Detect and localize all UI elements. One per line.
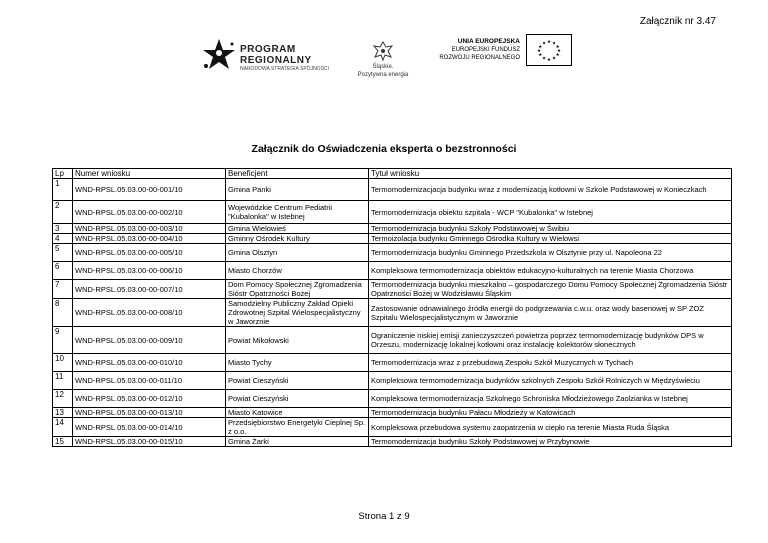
table-row bbox=[53, 327, 732, 354]
row-application-title: Kompleksowa przebudowa systemu zaopatrzenia w ciepło na terenie Miasta Ruda Śląska bbox=[369, 418, 732, 437]
eu-logo bbox=[430, 38, 580, 72]
page-number: Strona 1 z 9 bbox=[358, 511, 410, 522]
row-application-number: WND-RPSL.05.03.00-00-010/10 bbox=[73, 354, 226, 372]
row-beneficiary: Powiat Mikołowski bbox=[226, 327, 369, 354]
row-application-title: Termomodernizacjacja budynku wraz z modernizacją kotłowni w Szkole Podstawowej w Konieczkach bbox=[369, 179, 732, 201]
row-beneficiary: Wojewódzkie Centrum Pediatrii "Kubalonka" w Istebnej bbox=[226, 201, 369, 224]
row-beneficiary: Powiat Cieszyński bbox=[226, 390, 369, 408]
row-application-title: Ograniczenie niskiej emisji zanieczyszczeń powietrza poprzez termomodernizację budynków DPS w Orzeszu, modernizację lokalnej kotłowni oraz instalację kolektorów słonecznych bbox=[369, 327, 732, 354]
row-lp: 3 bbox=[53, 224, 73, 234]
row-lp: 13 bbox=[53, 408, 73, 418]
row-application-number: WND-RPSL.05.03.00-00-008/10 bbox=[73, 299, 226, 327]
svg-text:★: ★ bbox=[551, 41, 557, 47]
row-lp: 1 bbox=[53, 179, 73, 201]
table-row bbox=[53, 244, 732, 262]
applications-table bbox=[52, 168, 732, 447]
program-regionalny-logo bbox=[200, 38, 350, 72]
row-application-title: Zastosowanie odnawialnego źródła energii do podgrzewania c.w.u. oraz wody basenowej w SP ZOZ Szpitalu Wielospecjalistycznym w Jaworznie bbox=[369, 299, 732, 327]
row-lp: 5 bbox=[53, 244, 73, 262]
table-row bbox=[53, 354, 732, 372]
document-title: Załącznik do Oświadczenia eksperta o bezstronności bbox=[251, 143, 517, 155]
svg-text:★: ★ bbox=[546, 58, 552, 63]
row-beneficiary: Powiat Cieszyński bbox=[226, 372, 369, 390]
row-lp: 12 bbox=[53, 390, 73, 408]
row-beneficiary: Miasto Tychy bbox=[226, 354, 369, 372]
row-lp: 9 bbox=[53, 327, 73, 354]
table-row bbox=[53, 299, 732, 327]
row-application-title: Termomodernizacja budynku mieszkalno – gospodarczego Domu Pomocy Społecznej Zgromadzenia Sióstr Opatrzności Bożej w Wodzisławiu Śląskim bbox=[369, 280, 732, 299]
table-row bbox=[53, 262, 732, 280]
row-beneficiary: Miasto Katowice bbox=[226, 408, 369, 418]
slaskie-logo bbox=[348, 40, 418, 82]
table-row bbox=[53, 372, 732, 390]
table-row bbox=[53, 408, 732, 418]
row-lp: 15 bbox=[53, 437, 73, 447]
table-row bbox=[53, 418, 732, 437]
row-application-number: WND-RPSL.05.03.00-00-001/10 bbox=[73, 179, 226, 201]
row-beneficiary: Gminny Ośrodek Kultury bbox=[226, 234, 369, 244]
row-application-number: WND-RPSL.05.03.00-00-007/10 bbox=[73, 280, 226, 299]
table-row bbox=[53, 224, 732, 234]
attachment-number: Załącznik nr 3.47 bbox=[639, 16, 716, 27]
table-row bbox=[53, 280, 732, 299]
table-row bbox=[53, 390, 732, 408]
row-application-title: Kompleksowa termomodernizacja Szkolnego Schroniska Młodzieżowego Zaolzianka w Istebnej bbox=[369, 390, 732, 408]
row-lp: 2 bbox=[53, 201, 73, 224]
row-application-number: WND-RPSL.05.03.00-00-009/10 bbox=[73, 327, 226, 354]
row-application-title: Termomodernizacja budynku Gminnego Przedszkola w Olsztynie przy ul. Napoleona 22 bbox=[369, 244, 732, 262]
row-beneficiary: Gmina Panki bbox=[226, 179, 369, 201]
row-beneficiary: Gmina Wielowieś bbox=[226, 224, 369, 234]
svg-text:★: ★ bbox=[541, 41, 547, 47]
header-application-title: Tytuł wniosku bbox=[369, 169, 732, 179]
svg-text:★: ★ bbox=[551, 56, 557, 62]
row-application-title: Termomodernizacja obiektu szpitala - WCP "Kubalonka" w Istebnej bbox=[369, 201, 732, 224]
table-header-row bbox=[53, 169, 732, 179]
row-application-number: WND-RPSL.05.03.00-00-004/10 bbox=[73, 234, 226, 244]
svg-text:★: ★ bbox=[541, 56, 547, 62]
logo-ue-line2: EUROPEJSKI FUNDUSZ bbox=[451, 47, 520, 53]
svg-text:★: ★ bbox=[538, 45, 543, 50]
row-beneficiary: Samodzielny Publiczny Zakład Opieki Zdrowotnej Szpital Wielospecjalistyczny w Jaworznie bbox=[226, 299, 369, 327]
row-lp: 4 bbox=[53, 234, 73, 244]
row-application-number: WND-RPSL.05.03.00-00-005/10 bbox=[73, 244, 226, 262]
svg-text:★: ★ bbox=[538, 53, 543, 58]
row-application-number: WND-RPSL.05.03.00-00-012/10 bbox=[73, 390, 226, 408]
row-lp: 11 bbox=[53, 372, 73, 390]
row-lp: 6 bbox=[53, 262, 73, 280]
logo-slaskie-line1: Śląskie. bbox=[372, 64, 394, 70]
row-lp: 8 bbox=[53, 299, 73, 327]
row-application-title: Kompleksowa termomodernizacja obiektów edukacyjno-kulturalnych na terenie Miasta Chorzowa bbox=[369, 262, 732, 280]
logo-slaskie-line2: Pozytywna energia bbox=[357, 72, 409, 78]
row-beneficiary: Dom Pomocy Społecznej Zgromadzenia Sióstr Opatrzności Bożej bbox=[226, 280, 369, 299]
row-application-title: Termomodernizacja budynku Szkoły Podstawowej w Świbiu bbox=[369, 224, 732, 234]
logo-program-line3: NARODOWA STRATEGIA SPÓJNOŚCI bbox=[240, 66, 329, 72]
logo-ue-line1: UNIA EUROPEJSKA bbox=[457, 38, 520, 45]
svg-text:★: ★ bbox=[555, 45, 560, 50]
svg-text:★: ★ bbox=[536, 49, 542, 54]
svg-text:★: ★ bbox=[555, 53, 560, 58]
row-beneficiary: Przedsiębiorstwo Energetyki Cieplnej Sp. z o.o. bbox=[226, 418, 369, 437]
row-application-title: Termomodernizacja budynku Szkoły Podstawowej w Przybynowie bbox=[369, 437, 732, 447]
table-row bbox=[53, 234, 732, 244]
row-application-number: WND-RPSL.05.03.00-00-006/10 bbox=[73, 262, 226, 280]
header-lp: Lp bbox=[53, 169, 73, 179]
row-lp: 14 bbox=[53, 418, 73, 437]
header-beneficiary: Beneficjent bbox=[226, 169, 369, 179]
eu-flag-icon bbox=[526, 34, 572, 66]
logo-program-line2: REGIONALNY bbox=[240, 55, 312, 66]
header-application-number: Numer wniosku bbox=[73, 169, 226, 179]
logo-program-line1: PROGRAM bbox=[240, 44, 296, 55]
row-beneficiary: Miasto Chorzów bbox=[226, 262, 369, 280]
row-beneficiary: Gmina Żarki bbox=[226, 437, 369, 447]
table-row bbox=[53, 179, 732, 201]
svg-text:★: ★ bbox=[556, 49, 562, 54]
row-lp: 7 bbox=[53, 280, 73, 299]
svg-text:★: ★ bbox=[546, 40, 552, 45]
row-application-number: WND-RPSL.05.03.00-00-011/10 bbox=[73, 372, 226, 390]
star-figure-icon bbox=[200, 38, 238, 72]
table-row bbox=[53, 201, 732, 224]
row-application-number: WND-RPSL.05.03.00-00-003/10 bbox=[73, 224, 226, 234]
row-application-title: Termomodernizacja wraz z przebudową Zespołu Szkół Muzycznych w Tychach bbox=[369, 354, 732, 372]
row-application-number: WND-RPSL.05.03.00-00-015/10 bbox=[73, 437, 226, 447]
row-application-number: WND-RPSL.05.03.00-00-013/10 bbox=[73, 408, 226, 418]
slaskie-eagle-icon bbox=[372, 40, 394, 62]
row-application-title: Termomodernizacja budynku Pałacu Młodzieży w Katowicach bbox=[369, 408, 732, 418]
row-application-title: Kompleksowa termomodernizacja budynków szkolnych Zespołu Szkół Rolniczych w Międzyświeciu bbox=[369, 372, 732, 390]
row-application-number: WND-RPSL.05.03.00-00-014/10 bbox=[73, 418, 226, 437]
row-application-number: WND-RPSL.05.03.00-00-002/10 bbox=[73, 201, 226, 224]
table-row bbox=[53, 437, 732, 447]
row-lp: 10 bbox=[53, 354, 73, 372]
logo-ue-line3: ROZWOJU REGIONALNEGO bbox=[439, 55, 520, 61]
row-beneficiary: Gmina Olsztyn bbox=[226, 244, 369, 262]
row-application-title: Termoizolacja budynku Gminnego Ośrodka Kultury w Wielowsi bbox=[369, 234, 732, 244]
